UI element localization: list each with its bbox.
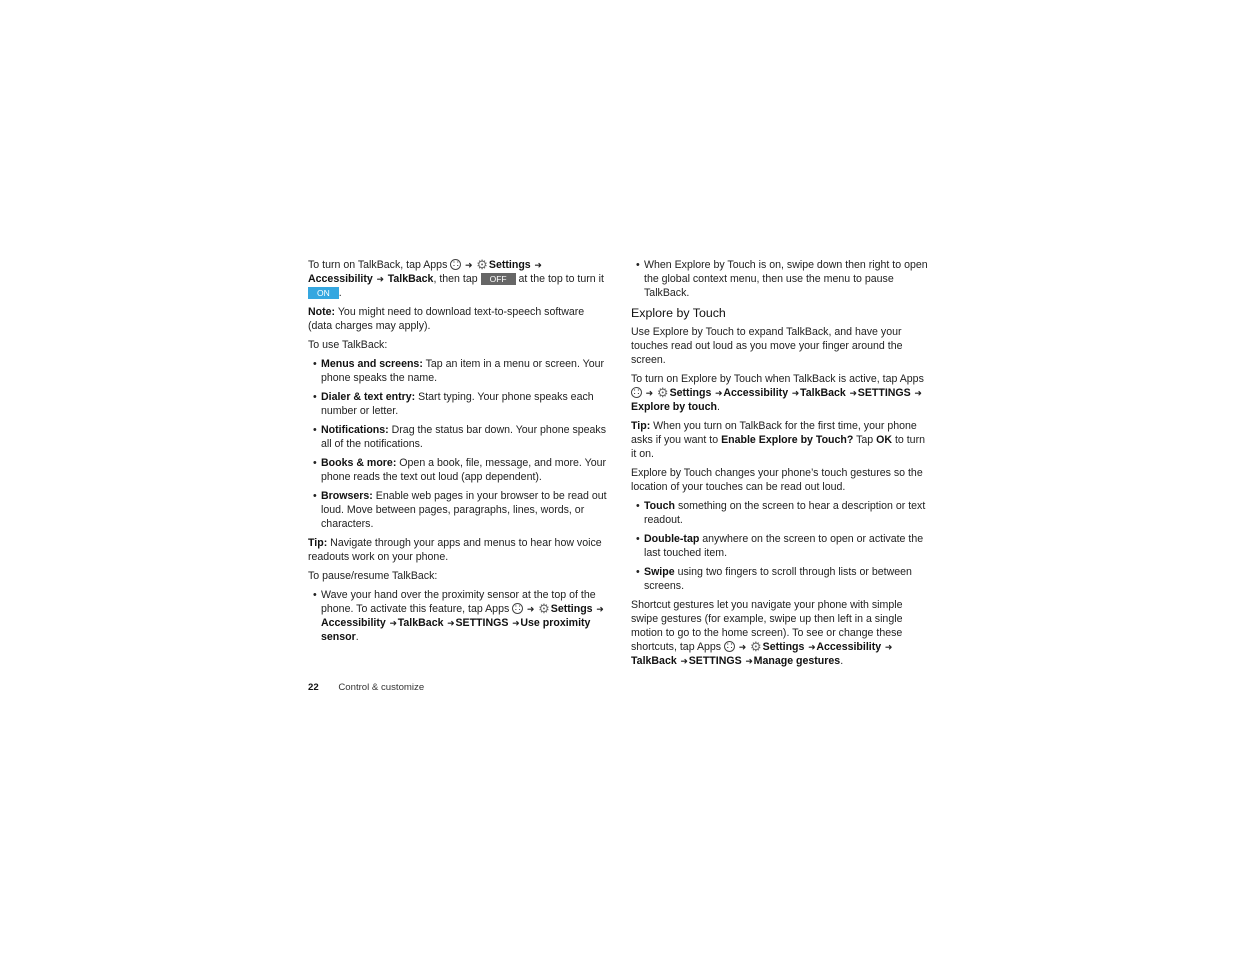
page-number: 22 — [308, 682, 319, 693]
arrow-icon: ➜ — [715, 388, 723, 398]
arrow-icon: ➜ — [465, 260, 473, 270]
shortcut-paragraph: Shortcut gestures let you navigate your phone with simple swipe gestures (for example, swipe up then left in a single motion to go to the home screen). To see or change these shortcuts, tap Apps ∷ ➜ ⚙Settings ➜Accessibility ➜TalkBack ➜SETTINGS ➜Manage gestures. — [631, 598, 929, 668]
tip-paragraph: Tip: When you turn on TalkBack for the first time, your phone asks if you want to Enable Explore by Touch? Tap OK to turn it on. — [631, 420, 925, 460]
arrow-icon: ➜ — [791, 388, 800, 398]
list-item: • Dialer & text entry: Start typing. Your phone speaks each number or letter. — [308, 390, 608, 418]
list-item: • Menus and screens: Tap an item in a menu or screen. Your phone speaks the name. — [308, 357, 608, 385]
on-toggle: ON — [308, 287, 339, 299]
explore-turn-on: To turn on Explore by Touch when TalkBack is active, tap Apps ∷ ➜ ⚙Settings ➜Accessibility ➜TalkBack ➜SETTINGS ➜Explore by touch. — [631, 372, 929, 414]
gear-icon: ⚙ — [476, 257, 488, 272]
arrow-icon: ➜ — [526, 604, 535, 614]
context-menu-list — [631, 258, 929, 300]
page-footer — [308, 681, 424, 695]
explore-intro: Use Explore by Touch to expand TalkBack, and have your touches read out loud as you move your finger around the screen. — [631, 326, 903, 366]
list-item: • When Explore by Touch is on, swipe down then right to open the global context menu, then use the menu to pause TalkBack. — [631, 258, 929, 300]
gear-icon: ⚙ — [538, 601, 550, 616]
gear-icon: ⚙ — [656, 385, 669, 400]
arrow-icon: ➜ — [680, 656, 688, 666]
list-item: • Double-tap anywhere on the screen to open or activate the last touched item. — [631, 532, 929, 560]
arrow-icon: ➜ — [447, 618, 455, 628]
gestures-list — [631, 499, 929, 593]
off-toggle: OFF — [481, 273, 516, 285]
list-item: • Books & more: Open a book, file, message, and more. Your phone reads the text out loud (app dependent). — [308, 456, 608, 484]
use-list — [308, 357, 608, 531]
arrow-icon: ➜ — [849, 388, 858, 398]
gestures-intro: Explore by Touch changes your phone’s touch gestures so the location of your touches can be read out loud. — [631, 467, 923, 493]
use-intro: To use TalkBack: — [308, 339, 388, 351]
talkback-intro: To turn on TalkBack, tap Apps ∷ ➜ ⚙Settings ➜ Accessibility ➜ TalkBack, then tap OFF at the top to turn it ON . — [308, 258, 608, 300]
arrow-icon: ➜ — [645, 388, 654, 398]
arrow-icon: ➜ — [389, 618, 397, 628]
tip-paragraph: Tip: Navigate through your apps and menus to hear how voice readouts work on your phone. — [308, 537, 602, 563]
list-item: • Wave your hand over the proximity sensor at the top of the phone. To activate this feature, tap Apps ∷ ➜ ⚙Settings ➜Accessibility ➜TalkBack ➜SETTINGS ➜Use proximity sensor. — [308, 588, 608, 644]
arrow-icon: ➜ — [745, 656, 753, 666]
arrow-icon: ➜ — [884, 642, 893, 652]
right-column — [631, 258, 929, 673]
list-item: • Browsers: Enable web pages in your browser to be read out loud. Move between pages, paragraphs, lines, words, or characters. — [308, 489, 608, 531]
apps-icon — [450, 259, 461, 270]
arrow-icon: ➜ — [512, 618, 520, 628]
pause-list — [308, 588, 608, 644]
arrow-icon: ➜ — [808, 642, 816, 652]
gear-icon: ⚙ — [749, 639, 762, 654]
arrow-icon: ➜ — [596, 604, 604, 614]
arrow-icon: ➜ — [914, 388, 922, 398]
section-title: Control & customize — [338, 682, 425, 693]
left-column — [308, 258, 608, 649]
apps-icon — [724, 641, 735, 652]
note-paragraph: Note: You might need to download text-to-speech software (data charges may apply). — [308, 306, 585, 332]
list-item: • Swipe using two fingers to scroll through lists or between screens. — [631, 565, 929, 593]
pause-intro: To pause/resume TalkBack: — [308, 570, 438, 582]
arrow-icon: ➜ — [376, 274, 384, 284]
apps-icon — [512, 603, 523, 614]
arrow-icon: ➜ — [534, 260, 542, 270]
list-item: • Touch something on the screen to hear a description or text readout. — [631, 499, 929, 527]
list-item: • Notifications: Drag the status bar down. Your phone speaks all of the notifications. — [308, 423, 608, 451]
apps-icon — [631, 387, 642, 398]
arrow-icon: ➜ — [738, 642, 747, 652]
section-heading: Explore by Touch — [631, 306, 726, 320]
